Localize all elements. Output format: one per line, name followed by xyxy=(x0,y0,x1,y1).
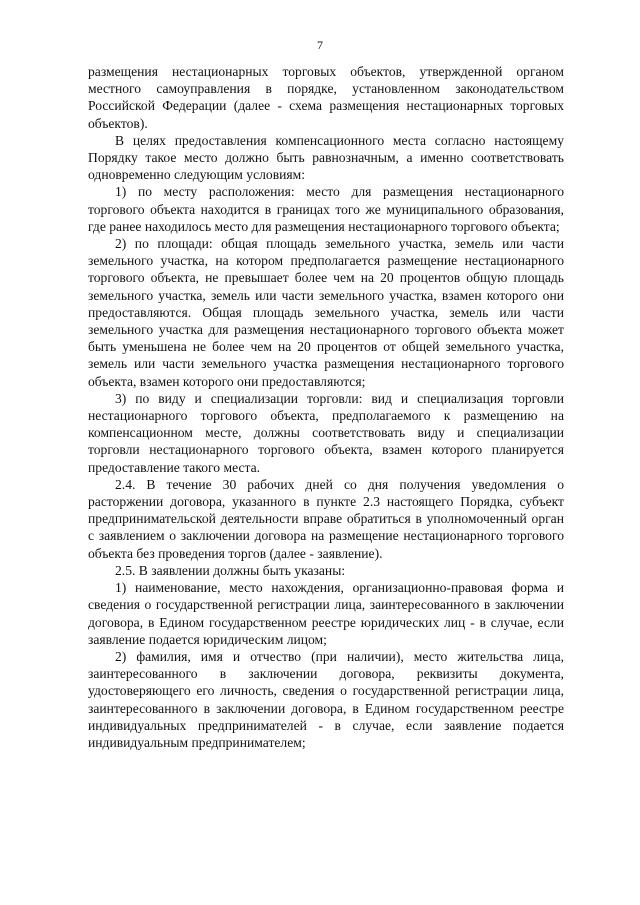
paragraph: 2.4. В течение 30 рабочих дней со дня получения уведомления о расторжении договора, указанного в пункте 2.3 настоящего Порядка, субъект предпринимательской деятельности вправе обратиться в уполномоченный орган с заявлением о заключении договора на размещение нестационарного торгового объекта без проведения торгов (далее - заявление). xyxy=(88,476,564,561)
paragraph: размещения нестационарных торговых объектов, утвержденной органом местного самоуправления в порядке, установленном законодательством Российской Федерации (далее - схема размещения нестационарных торговых объектов). xyxy=(88,64,564,131)
list-item: 2) фамилия, имя и отчество (при наличии), место жительства лица, заинтересованного в заключении договора, реквизиты документа, удостоверяющего его личность, сведения о государственной регистрации лица, заинтересованного в заключении договора, в Едином государственном реестре индивидуальных предпринимателей - в случае, если заявление подается индивидуальным предпринимателем; xyxy=(88,648,564,750)
list-item: 1) наименование, место нахождения, организационно-правовая форма и сведения о государственной регистрации лица, заинтересованного в заключении договора, в Едином государственном реестре юридических лиц - в случае, если заявление подается юридическим лицом; xyxy=(88,580,564,647)
list-item: 3) по виду и специализации торговли: вид и специализация торговли нестационарного торгового объекта, предполагаемого к размещению на компенсационном месте, должны соответствовать виду и специализации торговли нестационарного торгового объекта, взамен которого планируется предоставление такого места. xyxy=(88,390,564,475)
list-item: 1) по месту расположения: место для размещения нестационарного торгового объекта находится в границах того же муниципального образования, где ранее находилось место для размещения нестационарного торгового объекта; xyxy=(88,184,564,234)
list-item: 2) по площади: общая площадь земельного участка, земель или части земельного участка, на котором предполагается размещение нестационарного торгового объекта, не превышает более чем на 20 процентов общую площадь земельного участка, земель или части земельного участка, взамен которого они предоставляются. Общая площадь земельного участка, земель или части земельного участка для размещения нестационарного торгового объекта может быть уменьшена не более чем на 20 процентов от общей земельного участка, земель или части земельного участка размещения нестационарного торгового объекта, взамен которого они предоставляются; xyxy=(88,236,564,389)
document-body xyxy=(88,63,564,751)
paragraph: 2.5. В заявлении должны быть указаны: xyxy=(115,562,346,578)
page-number: 7 xyxy=(317,38,323,52)
paragraph: В целях предоставления компенсационного места согласно настоящему Порядку такое место должно быть равнозначным, а именно соответствовать одновременно следующим условиям: xyxy=(88,132,564,183)
